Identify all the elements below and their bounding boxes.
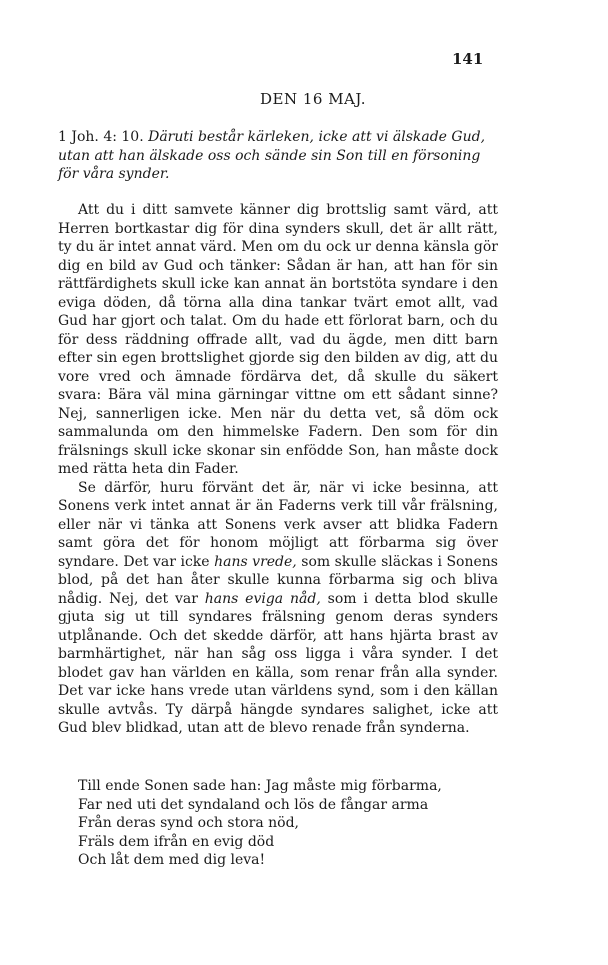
poem-line: Från deras synd och stora nöd, [78, 815, 299, 831]
poem-line: Far ned uti det syndaland och lös de fångar arma [78, 796, 429, 813]
devotional-body [58, 201, 498, 738]
paragraph-2-part-1: Se därför, huru förvänt det är, när vi icke besinna, att Sonens verk intet annat är än Faderns verk till vår frälsning, eller när vi tänka att Sonens verk avser att blidka Fadern samt göra det för honom möjligt att förbarma sig över syndare. Det var icke [58, 479, 498, 570]
emphasis-hans-eviga-nad: hans eviga nåd, [204, 590, 321, 607]
paragraph-2 [58, 479, 498, 738]
bible-verse [58, 128, 498, 184]
paragraph-2-part-2: som skulle släckas i Sonens blod, på det han åter skulle kunna förbarma sig och bliva nådig. Nej, det var [58, 553, 498, 607]
poem-line: Och låt dem med dig leva! [78, 852, 266, 868]
paragraph-1: Att du i ditt samvete känner dig brottslig samt värd, att Herren bortkastar dig för dina synders skull, det är allt rätt, ty du är intet annat värd. Men om du ock ur denna känsla gör dig en bild av Gud och tänker: Sådan är han, att han för sin rättfärdighets skull icke kan annat än bortstöta syndare i den eviga döden, då törna alla dina tankar tvärt emot allt, vad Gud har gjort och talat. Om du hade ett förlorat barn, och du för dess räddning offrade allt, vad du ägde, men ditt barn efter sin egen brottslighet gjorde sig den bilden av dig, att du vore vred och ämnade fördärva det, då skulle du säkert svara: Bära väl mina gärningar vittne om ett sådant sinne? Nej, sannerligen icke. Men när du detta vet, så döm ock sammalunda om den himmelske Fadern. Den som för din frälsnings skull icke skonar sin enfödde Son, han måste dock med rätta heta din Fader. [58, 202, 498, 477]
poem-line: Till ende Sonen sade han: Jag måste mig förbarma, [78, 778, 442, 794]
paragraph-2-part-3: som i detta blod skulle gjuta sig ut till syndares frälsning genom deras synders utplånande. Och det skedde därför, att hans hjärta brast av barmhärtighet, när han såg oss ligga i våra synder. I det blodet gav han världen en källa, som renar från alla synder. Det var icke hans vrede utan världens synd, som i den källan skulle avtvås. Ty därpå hängde syndares salighet, icke att Gud blev blidkad, utan att de blevo renade från synderna. [58, 590, 499, 736]
poem-line: Fräls dem ifrån en evig död [78, 833, 275, 850]
hymn-verse [78, 777, 498, 870]
page-title: DEN 16 MAJ. [259, 90, 367, 108]
emphasis-hans-vrede: hans vrede, [214, 553, 297, 570]
page-number: 141 [452, 50, 484, 68]
verse-text: Däruti består kärleken, icke att vi älskade Gud, utan att han älskade oss och sände sin Son till en försoning för våra synder. [58, 129, 486, 182]
verse-reference: 1 Joh. 4: 10. [58, 129, 144, 145]
